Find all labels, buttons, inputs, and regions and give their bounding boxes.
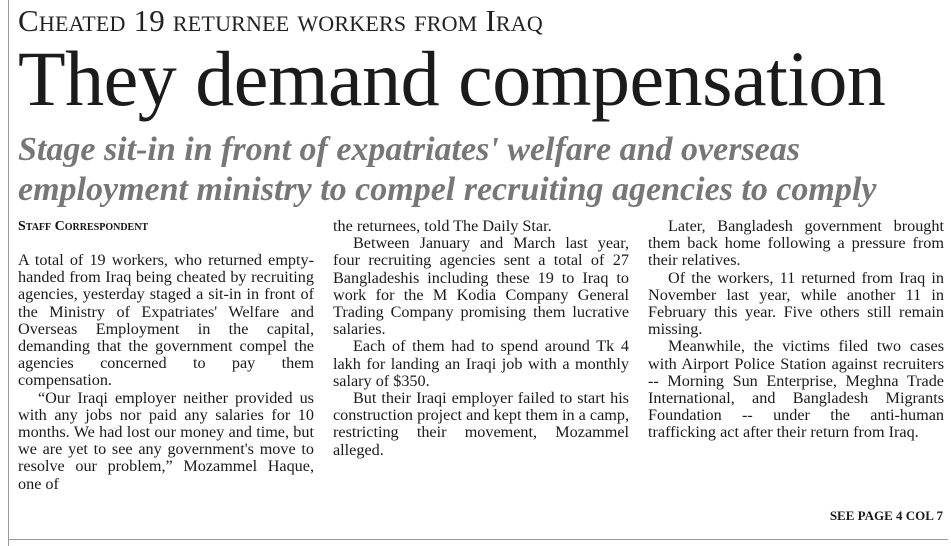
deck-line-1: Stage sit-in in front of expatriates' welfare and overseas [18, 131, 800, 168]
article-column-1 [18, 252, 314, 493]
paragraph: Later, Bangladesh government brought them back home following a pressure from their relatives. [648, 217, 944, 270]
paragraph: Of the workers, 11 returned from Iraq in November last year, while another 11 in February this year. Five others still remain missing. [648, 268, 944, 339]
bottom-rule [8, 539, 948, 540]
paragraph: But their Iraqi employer failed to start his construction project and kept them in a camp, restricting their movement, Mozammel alleged. [333, 389, 629, 459]
paragraph: Meanwhile, the victims filed two cases with Airport Police Station against recruiters -- Morning Sun Enterprise, Meghna Trade International, and Bangladesh Migrants Foundation -- under the anti-human trafficking act after their return from Iraq. [648, 337, 944, 442]
deck-line-2: employment ministry to compel recruiting agencies to comply [18, 171, 877, 208]
article-column-3 [648, 218, 944, 442]
article-column-2 [333, 218, 629, 459]
paragraph: “Our Iraqi employer neither provided us with any jobs nor paid any salaries for 10 months. We had lost our money and time, but we are yet to see any government's move to resolve our problem,” Mozammel Haque, one of [18, 388, 314, 493]
paragraph: A total of 19 workers, who returned empty-handed from Iraq being cheated by recruiting agencies, yesterday staged a sit-in in front of the Ministry of Expatriates' Welfare and Overseas Employment in the capital, demanding that the government compel the agencies concerned to pay them compensation. [18, 251, 314, 390]
paragraph: Between January and March last year, four recruiting agencies sent a total of 27 Bangladeshis including these 19 to Iraq to work for the M Kodia Company General Trading Company promising them lucrative salaries. [333, 234, 629, 339]
left-column-rule [8, 0, 9, 546]
jump-line: SEE PAGE 4 COL 7 [829, 508, 943, 523]
paragraph: the returnees, told The Daily Star. [333, 217, 552, 235]
byline: Staff Correspondent [18, 219, 149, 234]
paragraph: Each of them had to spend around Tk 4 lakh for landing an Iraqi job with a monthly salary of $350. [333, 337, 629, 390]
deck-subheadline [18, 130, 943, 210]
kicker-headline: Cheated 19 returnee workers from Iraq [18, 3, 543, 38]
main-headline: They demand compensation [18, 35, 886, 122]
